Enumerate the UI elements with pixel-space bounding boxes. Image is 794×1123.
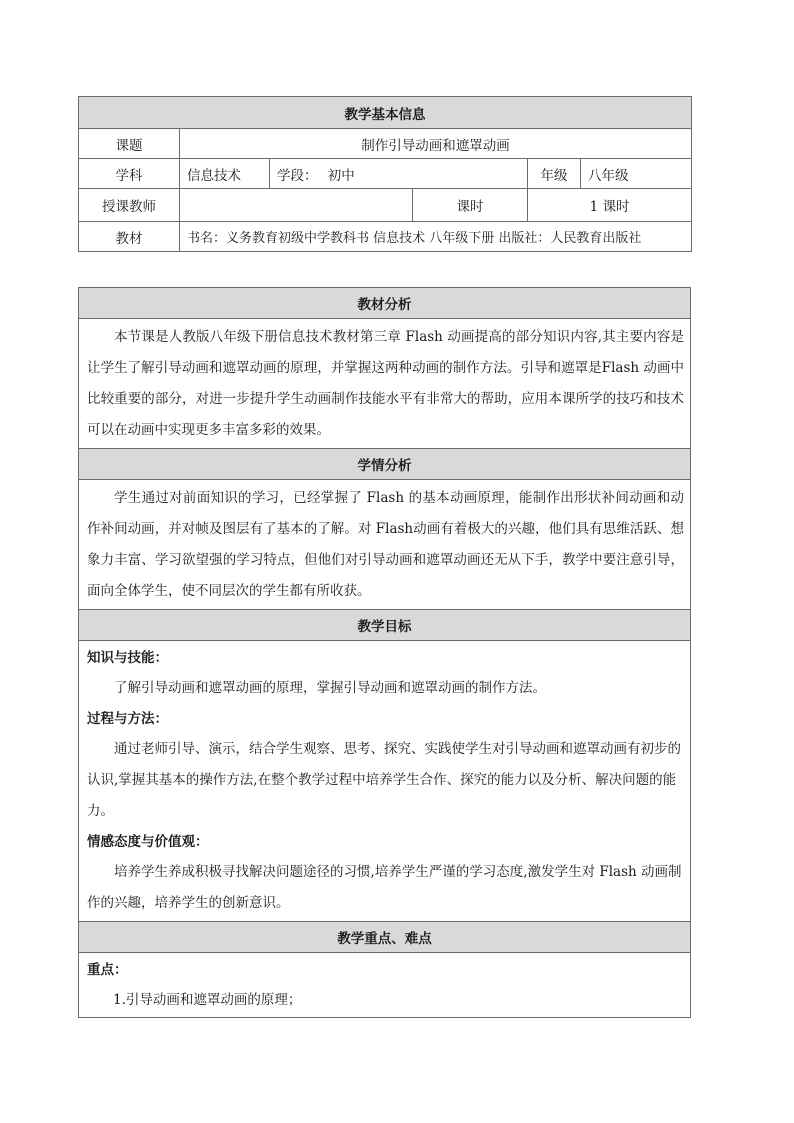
- topic-value: 制作引导动画和遮罩动画: [180, 129, 692, 159]
- knowledge-label: 知识与技能：: [87, 650, 168, 666]
- basic-info-title: 教学基本信息: [79, 97, 692, 129]
- teacher-value: [180, 189, 413, 222]
- textbook-value: 书名：义务教育初级中学教科书 信息技术 八年级下册 出版社：人民教育出版社: [180, 222, 692, 252]
- textbook-analysis-title: 教材分析: [79, 288, 691, 319]
- subject-value: 信息技术: [180, 159, 270, 189]
- key-item-1: 1.引导动画和遮罩动画的原理；: [113, 992, 302, 1008]
- textbook-label: 教材: [79, 222, 180, 252]
- stage-cell: [270, 159, 528, 189]
- emotion-label: 情感态度与价值观：: [87, 834, 209, 850]
- grade-label: 年级: [528, 159, 581, 189]
- lesson-details-table: [78, 287, 691, 1018]
- student-analysis-title: 学情分析: [79, 449, 691, 480]
- process-label: 过程与方法：: [87, 711, 168, 727]
- student-analysis-body: 学生通过对前面知识的学习，已经掌握了 Flash 的基本动画原理，能制作出形状补间动画和动作补间动画，并对帧及图层有了基本的了解。对 Flash动画有着极大的兴趣，他们具有思维活跃、想象力丰富、学习欲望强的学习特点，但他们对引导动画和遮罩动画还无从下手，教学中要注意引导，面向全体学生，使不同层次的学生都有所收获。: [87, 490, 684, 599]
- process-text: 通过老师引导、演示，结合学生观察、思考、探究、实践使学生对引导动画和遮罩动画有初步的认识,掌握其基本的操作方法,在整个教学过程中培养学生合作、探究的能力以及分析、解决问题的能力。: [87, 741, 681, 819]
- period-value: 1 课时: [528, 189, 692, 222]
- basic-info-table: [78, 96, 692, 252]
- grade-value: 八年级: [581, 159, 692, 189]
- teacher-label: 授课教师: [79, 189, 180, 222]
- topic-label: 课题: [79, 129, 180, 159]
- stage-label: 学段：: [277, 167, 318, 184]
- subject-label: 学科: [79, 159, 180, 189]
- knowledge-text: 了解引导动画和遮罩动画的原理，掌握引导动画和遮罩动画的制作方法。: [114, 680, 546, 696]
- textbook-analysis-body: 本节课是人教版八年级下册信息技术教材第三章 Flash 动画提高的部分知识内容,其主要内容是让学生了解引导动画和遮罩动画的原理，并掌握这两种动画的制作方法。引导和遮罩是Flash 动画中比较重要的部分，对进一步提升学生动画制作技能水平有非常大的帮助，应用本课所学的技巧和技术可以在动画中实现更多丰富多彩的效果。: [87, 329, 684, 438]
- objectives-title: 教学目标: [79, 610, 691, 641]
- emotion-text: 培养学生养成积极寻找解决问题途径的习惯,培养学生严谨的学习态度,激发学生对 Flash 动画制作的兴趣，培养学生的创新意识。: [87, 864, 682, 911]
- period-label: 课时: [413, 189, 528, 222]
- stage-value: 初中: [327, 167, 355, 184]
- key-points-title: 教学重点、难点: [79, 922, 691, 953]
- key-label: 重点：: [87, 962, 128, 978]
